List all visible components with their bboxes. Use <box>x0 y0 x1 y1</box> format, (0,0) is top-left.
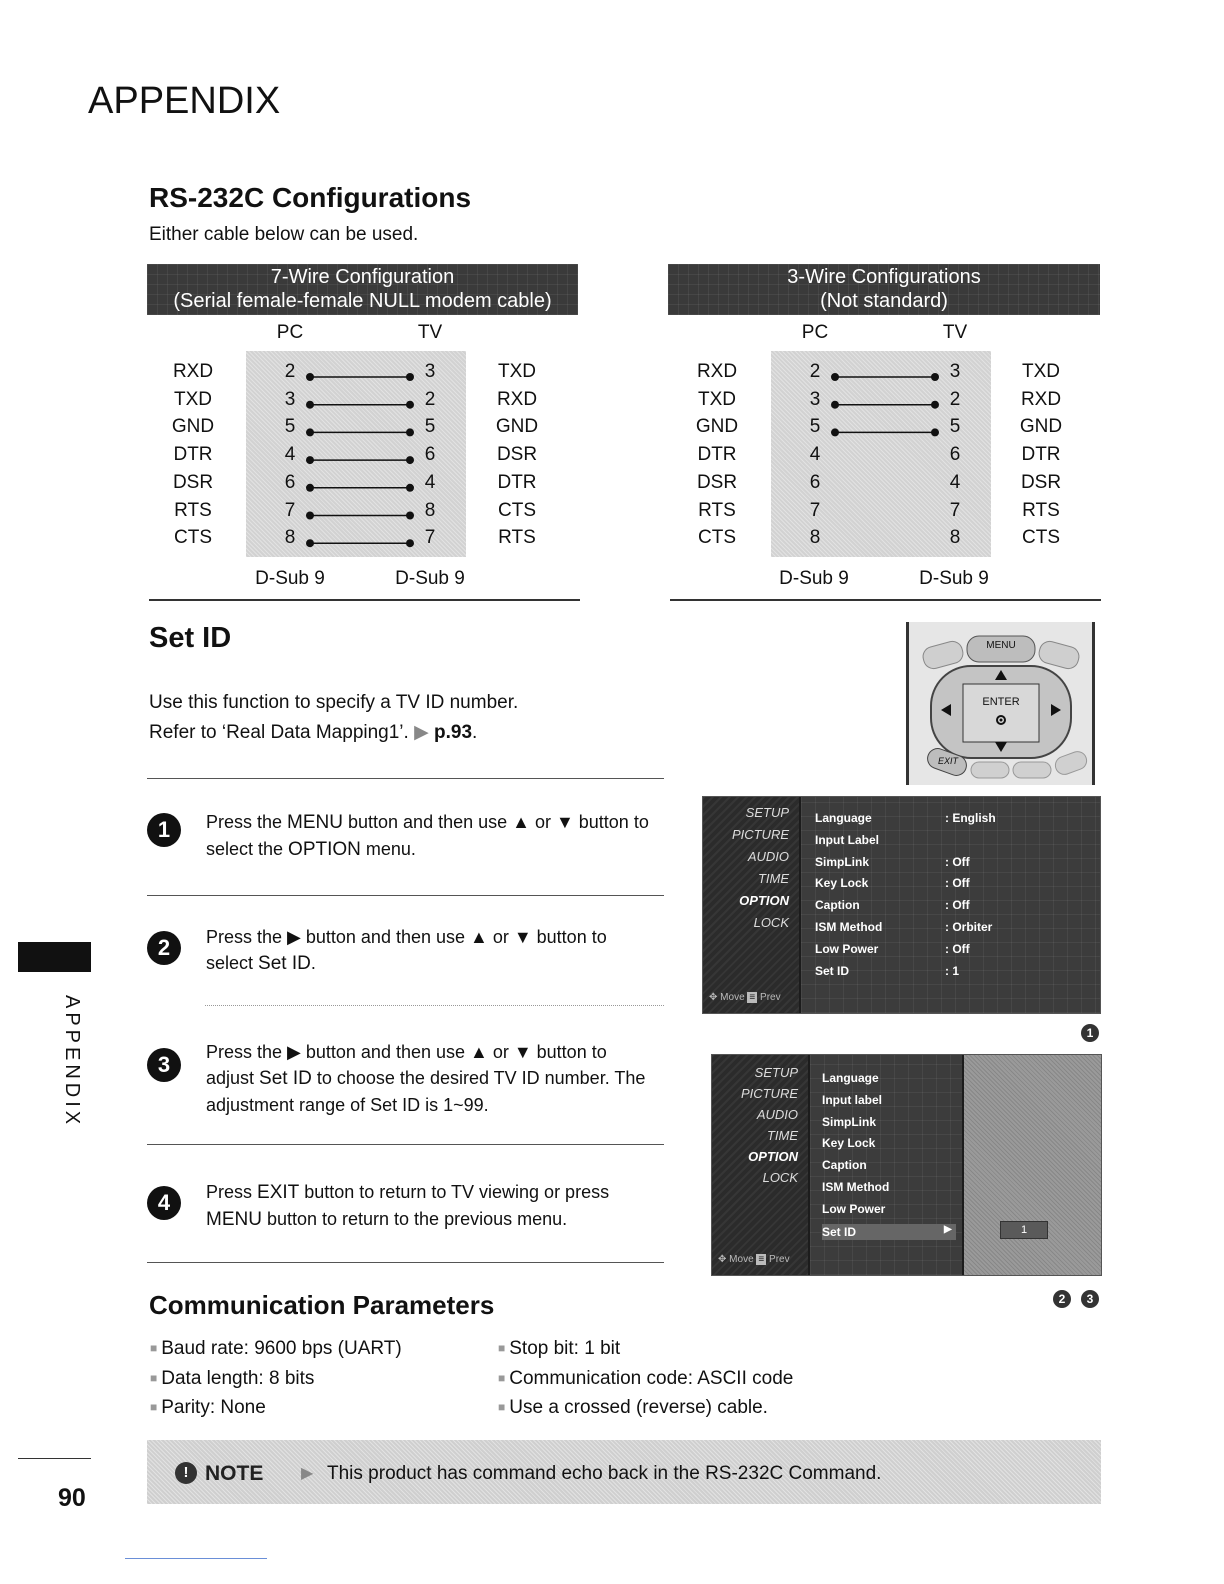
osd-option-sidebar <box>703 797 799 1013</box>
seven-wire-header-line1: 7-Wire Configuration <box>270 266 455 288</box>
three_wire-row-6-right: CTS <box>1022 527 1060 549</box>
bullet-icon: ■ <box>498 1400 506 1414</box>
seven_wire-row-3-pc: 4 <box>284 444 296 466</box>
setid-title: Set ID <box>149 622 232 654</box>
osd-setid-row-7[interactable]: Set ID <box>822 1224 956 1240</box>
seven-wire-foot-pc: D-Sub 9 <box>255 568 325 589</box>
three_wire-row-1-right: RXD <box>1020 388 1062 410</box>
step-1-part: Press the <box>206 812 288 832</box>
bullet-icon: ■ <box>150 1370 158 1385</box>
osd-setid-footer-move: Move <box>729 1254 754 1265</box>
osd-setid-sidebar-1[interactable]: PICTURE <box>740 1086 798 1101</box>
note-arrow-icon: ▶ <box>301 1465 314 1482</box>
seven_wire-row-0-left: RXD <box>172 361 214 382</box>
step-2-part: . <box>310 953 316 973</box>
three_wire-row-6-tv: 8 <box>949 527 961 549</box>
rs232-subtitle: Either cable below can be used. <box>149 224 419 245</box>
seven_wire-row-0-tv: 3 <box>424 361 436 382</box>
setid-divider-bottom <box>147 1262 664 1263</box>
step-4-part: Press <box>206 1182 258 1202</box>
osd-setid-sidebar-3[interactable]: TIME <box>766 1128 798 1143</box>
bullet-icon: ■ <box>498 1341 506 1355</box>
osd-setid-step-badge-2: 2 <box>1053 1290 1071 1308</box>
seven_wire-row-1-right: RXD <box>496 388 538 410</box>
seven-wire-foot-tv: D-Sub 9 <box>395 568 465 589</box>
setid-divider-top <box>147 778 664 779</box>
osd-option-sidebar-3[interactable]: TIME <box>757 871 789 886</box>
three_wire-row-0-left: RXD <box>696 361 738 382</box>
three-wire-col-tv: TV <box>942 322 968 343</box>
osd-option-row-4-value: : Off <box>945 898 970 913</box>
setid-intro-line2-suffix: . <box>472 722 478 743</box>
remote-enter-button[interactable]: ENTER <box>982 696 1020 708</box>
three-wire-foot-pc: D-Sub 9 <box>779 568 849 589</box>
three_wire-row-2-right: GND <box>1019 416 1063 438</box>
osd-option-row-5-label[interactable]: ISM Method <box>815 920 883 934</box>
osd-option-sidebar-5[interactable]: LOCK <box>753 915 789 930</box>
seven_wire-row-3-left: DTR <box>173 444 213 466</box>
three_wire-row-5-left: RTS <box>698 499 736 521</box>
seven_wire-row-4-pc: 6 <box>284 471 296 493</box>
three-wire-header-line1: 3-Wire Configurations <box>787 266 981 288</box>
three_wire-row-4-left: DSR <box>696 471 738 493</box>
setid-intro-line2 <box>149 721 477 744</box>
step-1-part: menu. <box>360 839 416 859</box>
comm-left-2 <box>150 1397 266 1419</box>
comm-left-0-text: Baud rate: 9600 bps (UART) <box>161 1338 402 1359</box>
osd-setid-sidebar-4[interactable]: OPTION <box>748 1149 798 1164</box>
step-2-number: 2 <box>147 931 181 965</box>
three_wire-row-0-right: TXD <box>1022 361 1060 382</box>
bullet-icon: ■ <box>498 1370 506 1385</box>
osd-setid-sidebar-5[interactable]: LOCK <box>762 1170 798 1185</box>
three_wire-row-4-tv: 4 <box>949 471 961 493</box>
three_wire-row-3-left: DTR <box>697 444 737 466</box>
step-3-number: 3 <box>147 1048 181 1082</box>
setid-intro-line2-prefix: Refer to ‘Real Data Mapping1’. <box>149 722 409 743</box>
seven_wire-row-1-pc: 3 <box>284 388 296 410</box>
seven_wire-row-0-pc: 2 <box>284 361 296 382</box>
three_wire-row-2-tv: 5 <box>949 416 961 438</box>
osd-option-menu <box>702 796 1101 1014</box>
comm-left-1-text: Data length: 8 bits <box>161 1367 315 1389</box>
osd-setid-row-5[interactable]: ISM Method <box>822 1180 890 1194</box>
osd-setid-row-2[interactable]: SimpLink <box>822 1114 877 1129</box>
seven_wire-row-2-tv: 5 <box>424 416 436 438</box>
three_wire-row-3-pc: 4 <box>809 444 821 466</box>
osd-setid-row-1[interactable]: Input label <box>822 1092 882 1107</box>
seven_wire-row-2-right: GND <box>495 416 539 438</box>
seven_wire-row-5-tv: 8 <box>424 499 436 521</box>
note-label: NOTE <box>205 1462 264 1485</box>
seven_wire-row-6-tv: 7 <box>424 527 436 549</box>
step-4-part: button to return to TV viewing or press <box>299 1182 610 1202</box>
osd-option-step-badge: 1 <box>1081 1024 1099 1042</box>
osd-setid-value-panel <box>964 1055 1101 1275</box>
step-divider <box>147 1144 664 1145</box>
comm-right-0-text: Stop bit: 1 bit <box>509 1338 621 1359</box>
osd-setid-step-badge-3: 3 <box>1081 1290 1099 1308</box>
comm-right-0 <box>498 1338 620 1360</box>
osd-option-row-1-label[interactable]: Input Label <box>815 832 879 847</box>
step-2-text <box>206 924 656 977</box>
osd-setid-row-arrow-icon: ▶ <box>944 1223 952 1235</box>
osd-option-row-7-label[interactable]: Set ID <box>815 963 850 978</box>
osd-setid-sidebar-0[interactable]: SETUP <box>754 1065 798 1080</box>
step-1-number: 1 <box>147 813 181 847</box>
three-wire-header-line2: (Not standard) <box>820 290 948 312</box>
menu-keyword: MENU <box>287 812 343 833</box>
osd-option-row-7-value: : 1 <box>945 963 960 978</box>
three-wire-col-pc: PC <box>801 322 829 343</box>
three_wire-row-2-pc: 5 <box>809 416 821 438</box>
three-wire-foot-tv: D-Sub 9 <box>919 568 989 589</box>
three-wire-divider <box>670 599 1101 601</box>
osd-option-row-6-value: : Off <box>945 941 970 956</box>
three_wire-row-4-right: DSR <box>1020 471 1062 493</box>
comm-title: Communication Parameters <box>149 1290 495 1320</box>
osd-setid-row-4[interactable]: Caption <box>822 1158 867 1173</box>
seven_wire-row-2-pc: 5 <box>284 416 296 438</box>
step-4-number: 4 <box>147 1186 181 1220</box>
rs232-title: RS-232C Configurations <box>149 182 472 213</box>
move-icon: ✥ <box>709 992 718 1003</box>
step-4-text <box>206 1179 656 1233</box>
osd-option-row-0-label[interactable]: Language <box>815 811 872 825</box>
osd-option-list <box>801 797 1100 1013</box>
three_wire-row-6-pc: 8 <box>809 527 821 549</box>
three_wire-row-5-pc: 7 <box>809 499 821 521</box>
setid-keyword: Set ID <box>258 953 311 974</box>
three_wire-row-1-tv: 2 <box>949 388 961 410</box>
seven-wire-header-line2: (Serial female-female NULL modem cable) <box>173 290 552 312</box>
seven_wire-row-4-tv: 4 <box>424 471 436 493</box>
step-2-part: Press the ▶ button and then use ▲ or ▼ button to select <box>206 927 607 973</box>
three_wire-row-6-left: CTS <box>698 527 736 549</box>
osd-option-row-0-value: : English <box>945 811 996 825</box>
osd-option-row-2-label[interactable]: SimpLink <box>815 854 870 869</box>
seven_wire-row-1-tv: 2 <box>424 388 436 410</box>
bullet-icon: ■ <box>150 1341 158 1355</box>
seven-wire-header <box>147 264 578 315</box>
osd-option-footer <box>709 992 781 1003</box>
step-3-text <box>206 1039 656 1118</box>
comm-left-2-text: Parity: None <box>161 1397 266 1418</box>
osd-setid-footer <box>718 1254 790 1265</box>
three_wire-row-0-tv: 3 <box>949 361 961 382</box>
seven_wire-row-3-right: DSR <box>496 444 538 466</box>
step-1-part: button and then use ▲ or ▼ button to select the <box>206 812 649 859</box>
page-reference-link[interactable]: p.93 <box>434 722 473 743</box>
seven-wire-col-tv: TV <box>417 322 443 343</box>
comm-right-1 <box>498 1368 793 1390</box>
side-section-label: APPENDIX <box>61 995 83 1129</box>
comm-right-2 <box>498 1397 768 1419</box>
option-keyword: OPTION <box>288 839 361 860</box>
comm-right-1-text: Communication code: ASCII code <box>509 1367 794 1389</box>
seven_wire-row-6-left: CTS <box>174 527 212 549</box>
seven_wire-row-5-right: CTS <box>498 499 536 521</box>
three-wire-header <box>668 264 1100 315</box>
menu-keyword: MENU <box>206 1209 262 1230</box>
three_wire-row-1-pc: 3 <box>809 388 821 410</box>
seven_wire-row-0-right: TXD <box>498 361 536 382</box>
step-4-part: button to return to the previous menu. <box>261 1209 568 1229</box>
setid-value-field[interactable]: 1 <box>1000 1221 1048 1239</box>
comm-left-1 <box>150 1368 314 1390</box>
osd-setid-sidebar-2[interactable]: AUDIO <box>756 1107 798 1122</box>
osd-option-row-3-value: : Off <box>945 876 970 891</box>
setid-intro-line1: Use this function to specify a TV ID number. <box>149 692 519 713</box>
page-number-rule <box>18 1458 91 1459</box>
osd-option-row-6-label[interactable]: Low Power <box>815 941 879 956</box>
seven_wire-row-4-right: DTR <box>497 471 537 493</box>
osd-option-sidebar-1[interactable]: PICTURE <box>731 827 789 842</box>
three_wire-row-3-right: DTR <box>1021 444 1061 466</box>
seven_wire-row-2-left: GND <box>171 416 215 438</box>
step-3-part: Press the ▶ button and then use ▲ or ▼ button to adjust <box>206 1042 607 1088</box>
bullet-icon: ■ <box>150 1400 158 1414</box>
side-tab-marker <box>18 942 91 972</box>
page-title: APPENDIX <box>88 80 281 122</box>
remote-exit-button[interactable]: EXIT <box>937 756 958 766</box>
osd-option-footer-move: Move <box>720 992 745 1003</box>
three_wire-row-5-right: RTS <box>1022 499 1060 521</box>
comm-right-2-text: Use a crossed (reverse) cable. <box>509 1397 768 1418</box>
osd-setid-row-6[interactable]: Low Power <box>822 1201 886 1216</box>
step-divider-dotted <box>205 1005 664 1006</box>
remote-control <box>906 622 1095 785</box>
play-arrow-icon: ▶ <box>414 722 429 743</box>
three_wire-row-3-tv: 6 <box>949 444 961 466</box>
osd-setid-menu <box>711 1054 1102 1276</box>
page-number: 90 <box>58 1484 86 1512</box>
osd-option-footer-prev: Prev <box>760 992 781 1003</box>
seven_wire-row-4-left: DSR <box>172 471 214 493</box>
osd-option-row-3-label[interactable]: Key Lock <box>815 876 869 891</box>
osd-setid-row-0[interactable]: Language <box>822 1071 879 1085</box>
three_wire-row-2-left: GND <box>695 416 739 438</box>
osd-option-sidebar-2[interactable]: AUDIO <box>747 849 789 864</box>
info-icon: ! <box>175 1462 197 1484</box>
menu-key-icon: ≡ <box>749 992 756 1003</box>
three_wire-row-4-pc: 6 <box>809 471 821 493</box>
seven_wire-row-1-left: TXD <box>174 388 212 410</box>
comm-left-0 <box>150 1338 402 1360</box>
seven-wire-divider <box>149 599 580 601</box>
osd-option-sidebar-0[interactable]: SETUP <box>745 805 789 820</box>
remote-menu-button[interactable]: MENU <box>986 640 1016 651</box>
setid-keyword: Set ID <box>259 1068 312 1089</box>
three_wire-row-0-pc: 2 <box>809 361 821 382</box>
seven_wire-row-6-pc: 8 <box>284 527 296 549</box>
step-divider <box>147 895 664 896</box>
move-icon: ✥ <box>718 1254 727 1265</box>
osd-setid-sidebar <box>712 1055 808 1275</box>
three_wire-row-1-left: TXD <box>698 388 736 410</box>
osd-option-row-5-value: : Orbiter <box>945 920 993 934</box>
osd-setid-list <box>810 1055 962 1275</box>
seven_wire-row-3-tv: 6 <box>424 444 436 466</box>
seven_wire-row-5-pc: 7 <box>284 499 296 521</box>
footer-link-rule <box>125 1558 267 1559</box>
osd-setid-row-3[interactable]: Key Lock <box>822 1136 876 1151</box>
osd-setid-footer-prev: Prev <box>769 1254 790 1265</box>
step-1-text <box>206 809 656 863</box>
exit-keyword: EXIT <box>257 1182 300 1203</box>
menu-key-icon: ≡ <box>758 1254 765 1265</box>
osd-option-sidebar-4[interactable]: OPTION <box>739 893 789 908</box>
note-text: This product has command echo back in the RS-232C Command. <box>327 1463 882 1484</box>
seven-wire-col-pc: PC <box>276 322 304 343</box>
note-box <box>147 1440 1101 1504</box>
osd-option-row-2-value: : Off <box>945 854 970 869</box>
three_wire-row-5-tv: 7 <box>949 499 961 521</box>
osd-option-row-4-label[interactable]: Caption <box>815 898 860 913</box>
step-3-part: to choose the desired TV ID number. The adjustment range of Set ID is 1~99. <box>206 1068 646 1115</box>
seven_wire-row-6-right: RTS <box>498 527 536 549</box>
seven_wire-row-5-left: RTS <box>174 499 212 521</box>
